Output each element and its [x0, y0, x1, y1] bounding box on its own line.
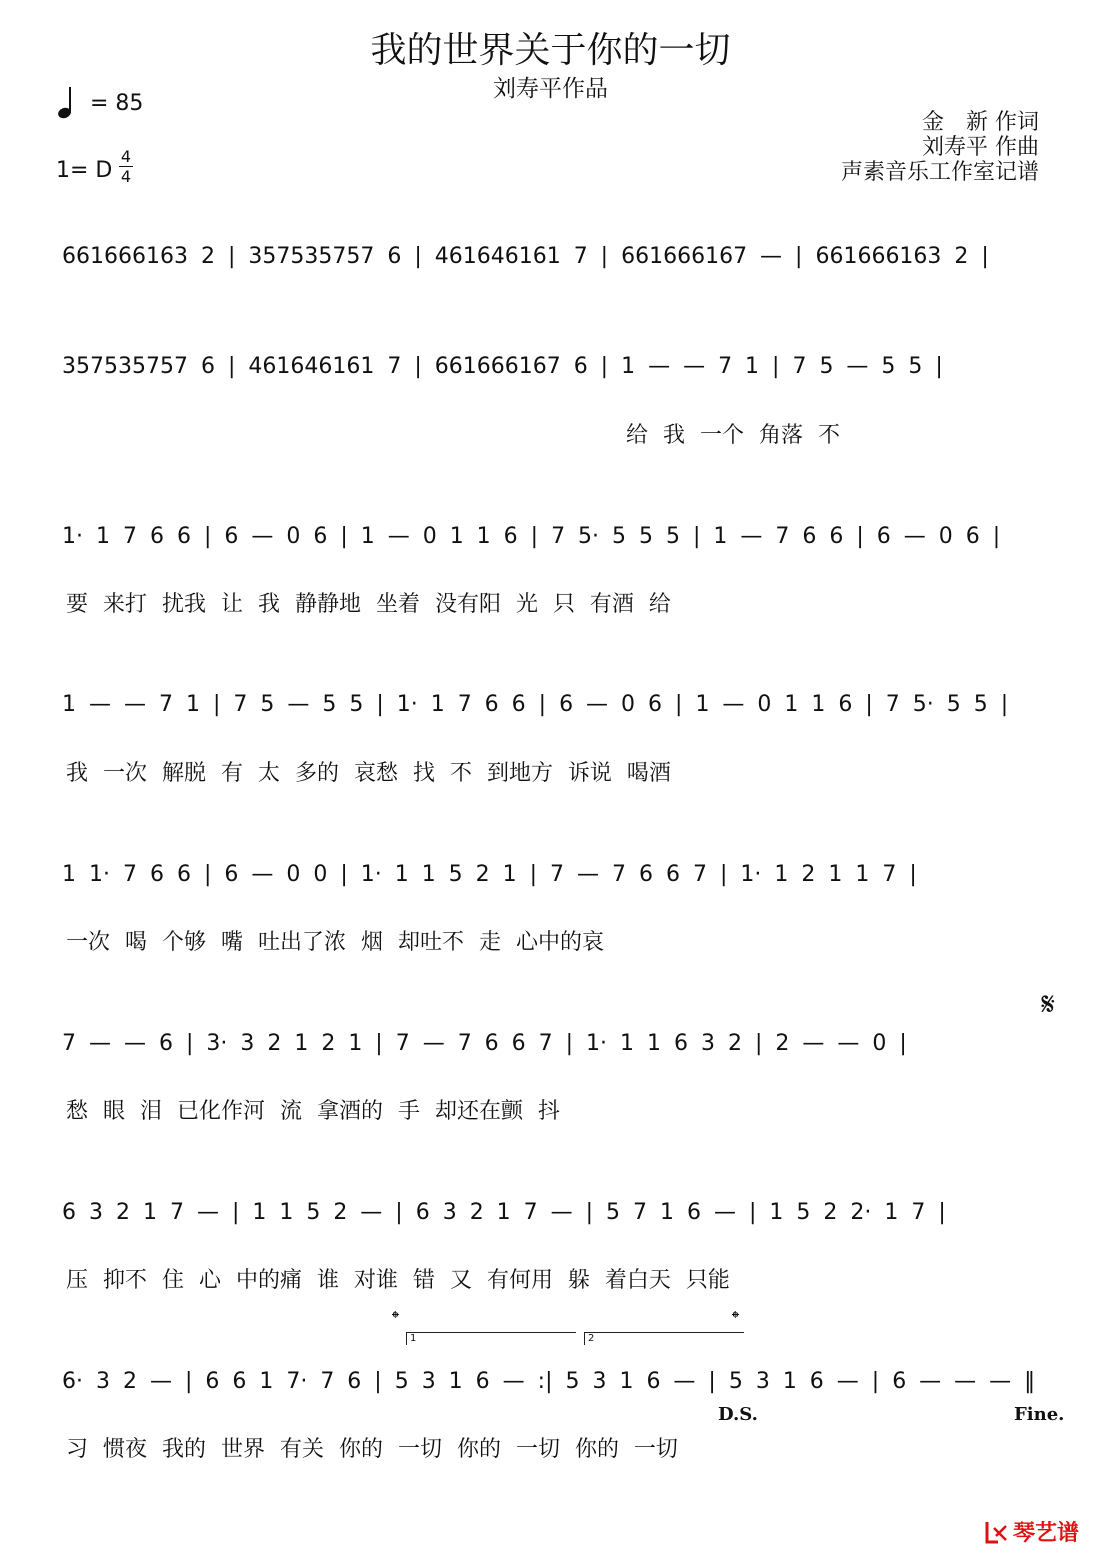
- score-system-7: [62, 1188, 1043, 1248]
- lyricist-credit: 金 新 作词: [922, 110, 1039, 135]
- notes-line: 357535757 6 | 461646161 7 | 661666167 6 | 1 — — 7 1 | 7 5 — 5 5 |: [62, 354, 943, 379]
- coda-icon: 𝄌: [392, 1306, 399, 1330]
- lyrics-line: 压 抑不 住 心 中的痛 谁 对谁 错 又 有何用 躲 着白天 只能: [66, 1268, 730, 1293]
- time-signature-bottom: 4: [120, 167, 132, 186]
- composer-credit: 刘寿平 作曲: [922, 135, 1039, 160]
- credits: [841, 110, 1039, 185]
- score-system-4: [62, 680, 1043, 740]
- notes-line: 1 — — 7 1 | 7 5 — 5 5 | 1· 1 7 6 6 | 6 — 0 6 | 1 — 0 1 1 6 | 7 5· 5 5 |: [62, 692, 1009, 717]
- score-system-3: [62, 512, 1043, 572]
- lyrics-line: 给 我 一个 角落 不: [626, 423, 840, 448]
- time-signature: [119, 148, 133, 185]
- notes-line: 1· 1 7 6 6 | 6 — 0 6 | 1 — 0 1 1 6 | 7 5· 5 5 5 | 1 — 7 6 6 | 6 — 0 6 |: [62, 524, 1001, 549]
- brand-watermark: [984, 1516, 1079, 1547]
- tempo-marking: [58, 88, 143, 118]
- dal-segno-marking: D.S.: [718, 1404, 758, 1425]
- transcriber-credit: 声素音乐工作室记谱: [840, 160, 1039, 185]
- score-title: 我的世界关于你的一切: [370, 30, 731, 71]
- score-system-8: [62, 1357, 1043, 1417]
- volta-bracket-2: 2: [584, 1332, 744, 1345]
- lyrics-line: 一次 喝 个够 嘴 吐出了浓 烟 却吐不 走 心中的哀: [66, 930, 604, 955]
- lyrics-line: 愁 眼 泪 已化作河 流 拿酒的 手 却还在颤 抖: [66, 1099, 560, 1124]
- lyrics-line: 要 来打 扰我 让 我 静静地 坐着 没有阳 光 只 有酒 给: [66, 592, 671, 617]
- notes-line: 6· 3 2 — | 6 6 1 7· 7 6 | 5 3 1 6 — :| 5 3 1 6 — | 5 3 1 6 — | 6 — — — ‖: [62, 1369, 1036, 1394]
- score-system-5: [62, 850, 1043, 910]
- score-system-2: [62, 342, 1043, 402]
- volta-bracket-1: 1: [406, 1332, 576, 1345]
- segno-icon: 𝄋: [1041, 985, 1055, 1023]
- qinyipu-logo-icon: [984, 1518, 1010, 1546]
- score-system-6: [62, 1019, 1043, 1079]
- score-system-1: [62, 232, 1043, 292]
- notes-line: 7 — — 6 | 3· 3 2 1 2 1 | 7 — 7 6 6 7 | 1· 1 1 6 3 2 | 2 — — 0 |: [62, 1031, 907, 1056]
- key-signature: 1= D: [56, 158, 113, 183]
- notes-line: 1 1· 7 6 6 | 6 — 0 0 | 1· 1 1 5 2 1 | 7 — 7 6 6 7 | 1· 1 2 1 1 7 |: [62, 862, 917, 887]
- notes-line: 661666163 2 | 357535757 6 | 461646161 7 | 661666167 — | 661666163 2 |: [62, 244, 989, 269]
- time-signature-top: 4: [120, 147, 132, 166]
- lyrics-line: 习 惯夜 我的 世界 有关 你的 一切 你的 一切 你的 一切: [66, 1437, 678, 1462]
- notes-line: 6 3 2 1 7 — | 1 1 5 2 — | 6 3 2 1 7 — | 5 7 1 6 — | 1 5 2 2· 1 7 |: [62, 1200, 946, 1225]
- fine-marking: Fine.: [1014, 1404, 1065, 1425]
- lyrics-line: 我 一次 解脱 有 太 多的 哀愁 找 不 到地方 诉说 喝酒: [66, 761, 671, 786]
- tempo-value: = 85: [90, 90, 144, 116]
- score-subtitle: 刘寿平作品: [493, 76, 608, 102]
- quarter-note-icon: [58, 88, 76, 118]
- coda-icon: 𝄌: [732, 1306, 739, 1330]
- brand-name: 琴艺谱: [1012, 1521, 1079, 1546]
